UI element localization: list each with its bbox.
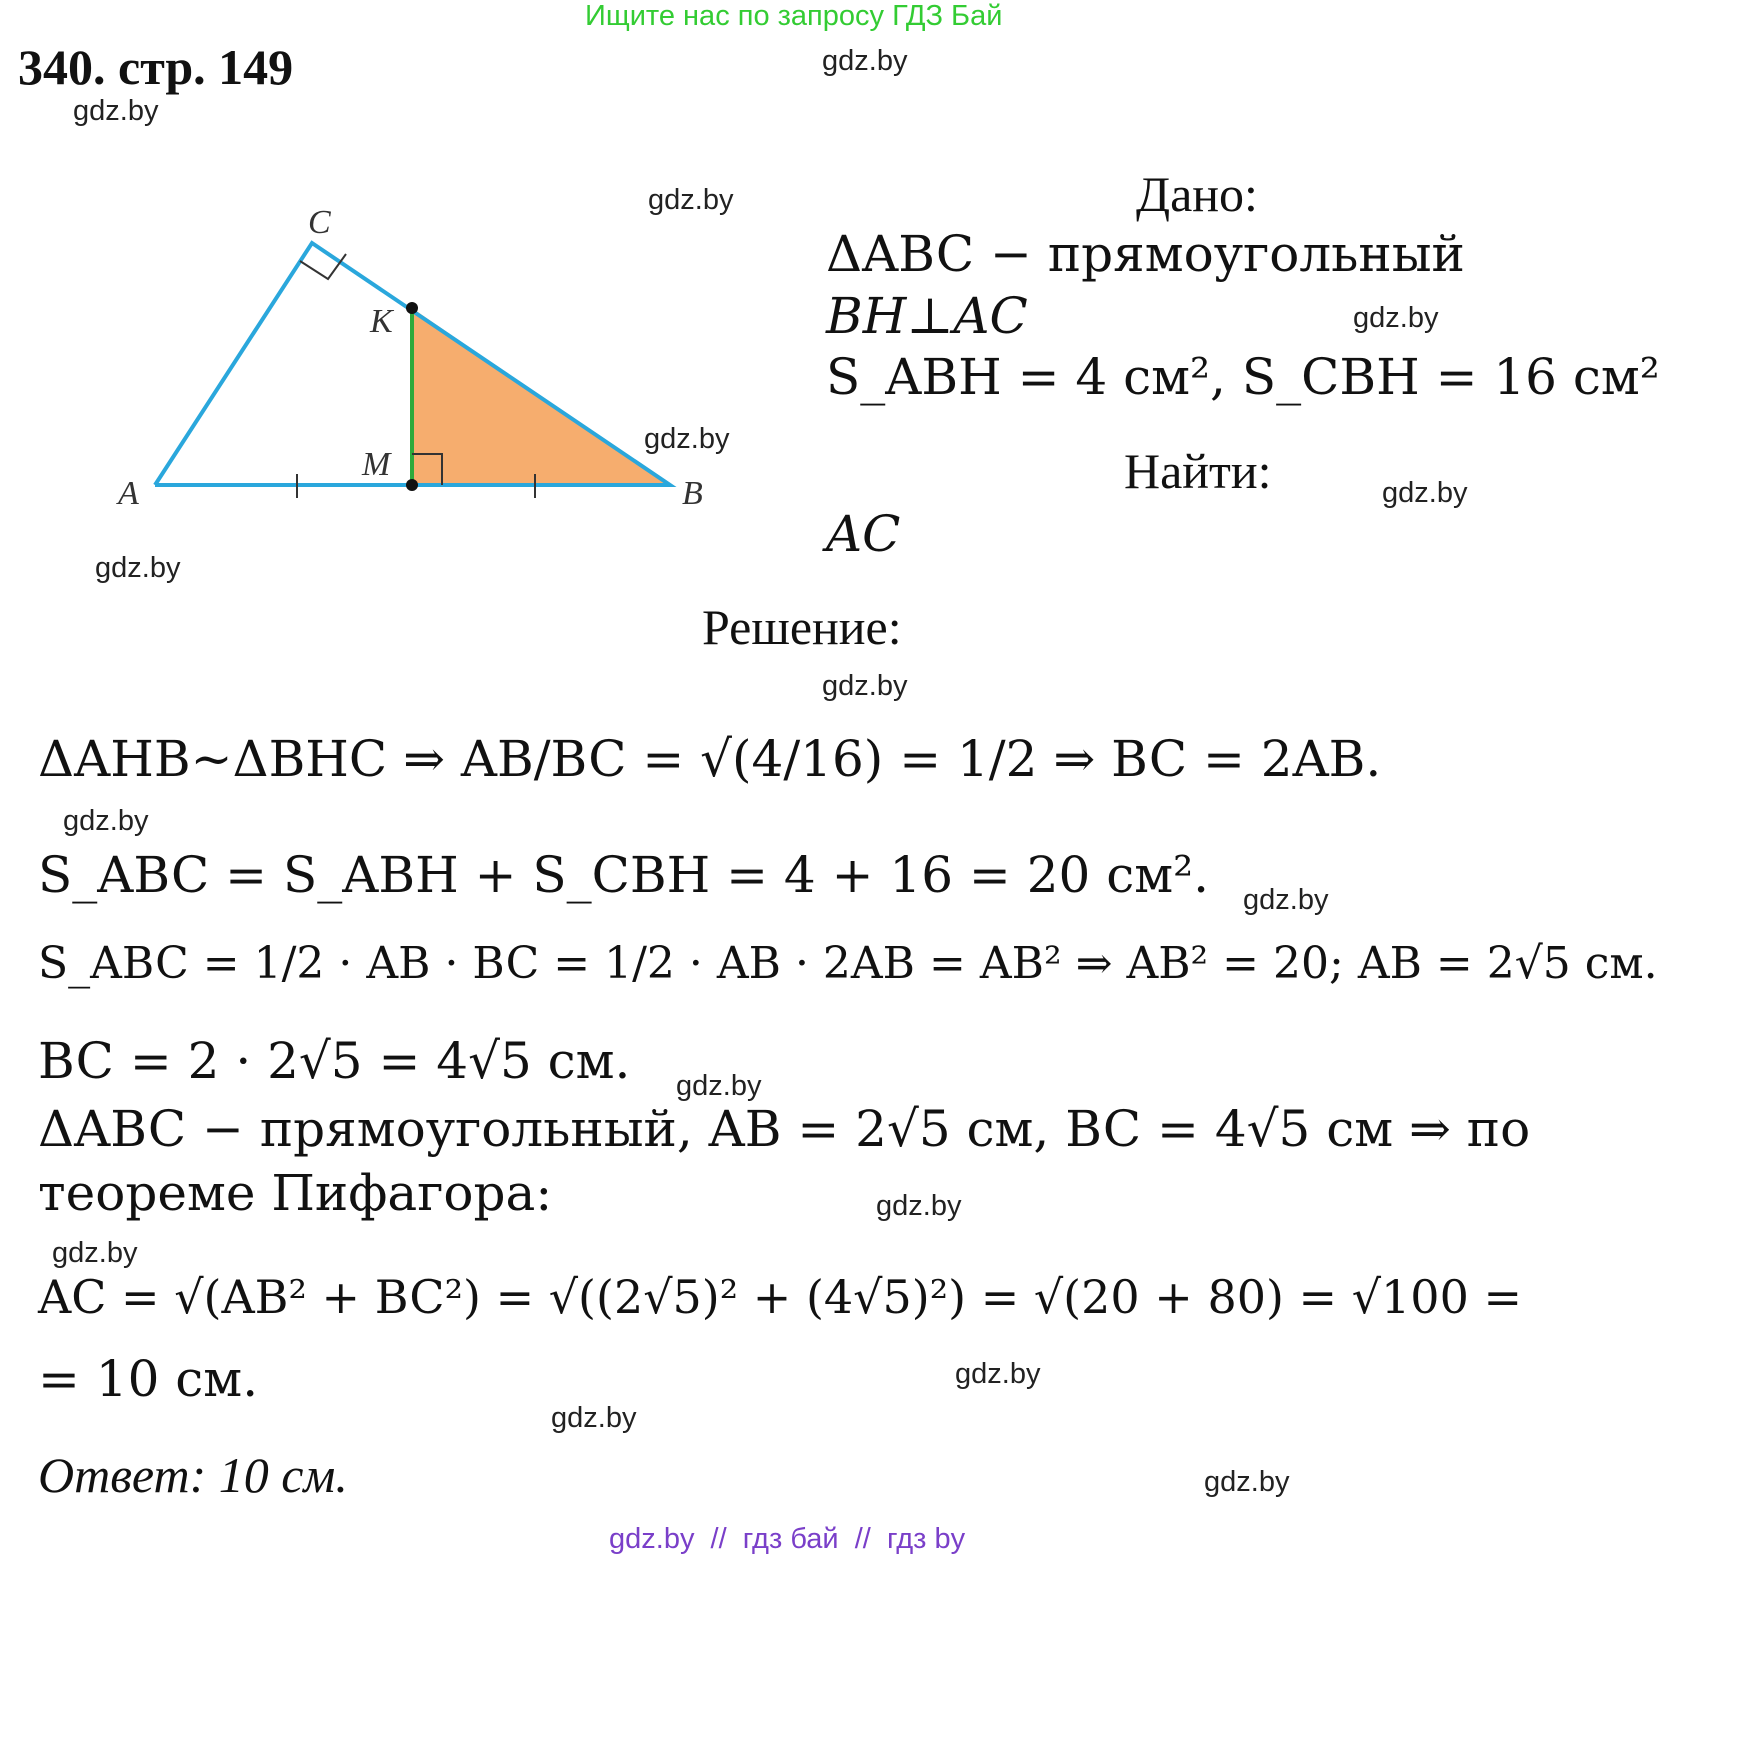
- watermark: gdz.by: [676, 1070, 762, 1102]
- given-line: BH⊥AC: [826, 287, 1028, 345]
- solution-line: S_ABC = 1/2 · AB · BC = 1/2 · AB · 2AB = AB² ⇒ AB² = 20; AB = 2√5 см.: [38, 938, 1658, 989]
- solution-line: = 10 см.: [38, 1350, 259, 1408]
- solution-line: AC = √(AB² + BC²) = √((2√5)² + (4√5)²) = √(20 + 80) = √100 =: [38, 1270, 1522, 1324]
- solution-line: S_ABC = S_ABH + S_CBH = 4 + 16 = 20 см².: [38, 846, 1210, 904]
- given-line: S_ABH = 4 см², S_CBH = 16 см²: [826, 348, 1660, 406]
- label-c: C: [308, 204, 331, 241]
- watermark: gdz.by: [955, 1358, 1041, 1390]
- given-heading: Дано:: [1136, 166, 1258, 222]
- given-line: ΔABC − прямоугольный: [826, 225, 1465, 283]
- triangle-figure: [100, 200, 740, 530]
- watermark: gdz.by: [551, 1402, 637, 1434]
- watermark: gdz.by: [644, 423, 730, 455]
- label-a: A: [118, 475, 139, 512]
- label-b: B: [682, 475, 703, 512]
- label-k: K: [370, 303, 393, 340]
- watermark: gdz.by: [95, 552, 181, 584]
- point-m: [406, 479, 418, 491]
- watermark: gdz.by: [63, 805, 149, 837]
- find-heading: Найти:: [1124, 443, 1272, 499]
- watermark: gdz.by: [822, 45, 908, 77]
- point-k: [406, 302, 418, 314]
- answer: Ответ: 10 см.: [38, 1447, 348, 1503]
- watermark: gdz.by: [876, 1190, 962, 1222]
- solution-heading: Решение:: [702, 599, 902, 655]
- watermark: gdz.by: [822, 670, 908, 702]
- solution-line: теореме Пифагора:: [38, 1164, 553, 1222]
- label-m: M: [362, 446, 391, 483]
- watermark: gdz.by: [52, 1237, 138, 1269]
- watermark: gdz.by: [1382, 477, 1468, 509]
- footer: gdz.by // гдз бай // гдз by: [609, 1523, 966, 1555]
- watermark: gdz.by: [1243, 884, 1329, 916]
- top-banner: Ищите нас по запросу ГДЗ Бай: [585, 0, 1003, 32]
- watermark: gdz.by: [1353, 302, 1439, 334]
- page-title: 340. стр. 149: [18, 39, 294, 95]
- right-angle-mark-c: [300, 254, 346, 279]
- solution-line: BC = 2 · 2√5 = 4√5 см.: [38, 1032, 631, 1090]
- find-value: AC: [826, 505, 901, 563]
- watermark: gdz.by: [1204, 1466, 1290, 1498]
- solution-line: ΔAHB~ΔBHC ⇒ AB/BC = √(4/16) = 1/2 ⇒ BC = 2AB.: [38, 730, 1382, 788]
- solution-line: ΔABC − прямоугольный, AB = 2√5 см, BC = 4√5 см ⇒ по: [38, 1100, 1531, 1158]
- watermark: gdz.by: [648, 184, 734, 216]
- watermark: gdz.by: [73, 95, 159, 127]
